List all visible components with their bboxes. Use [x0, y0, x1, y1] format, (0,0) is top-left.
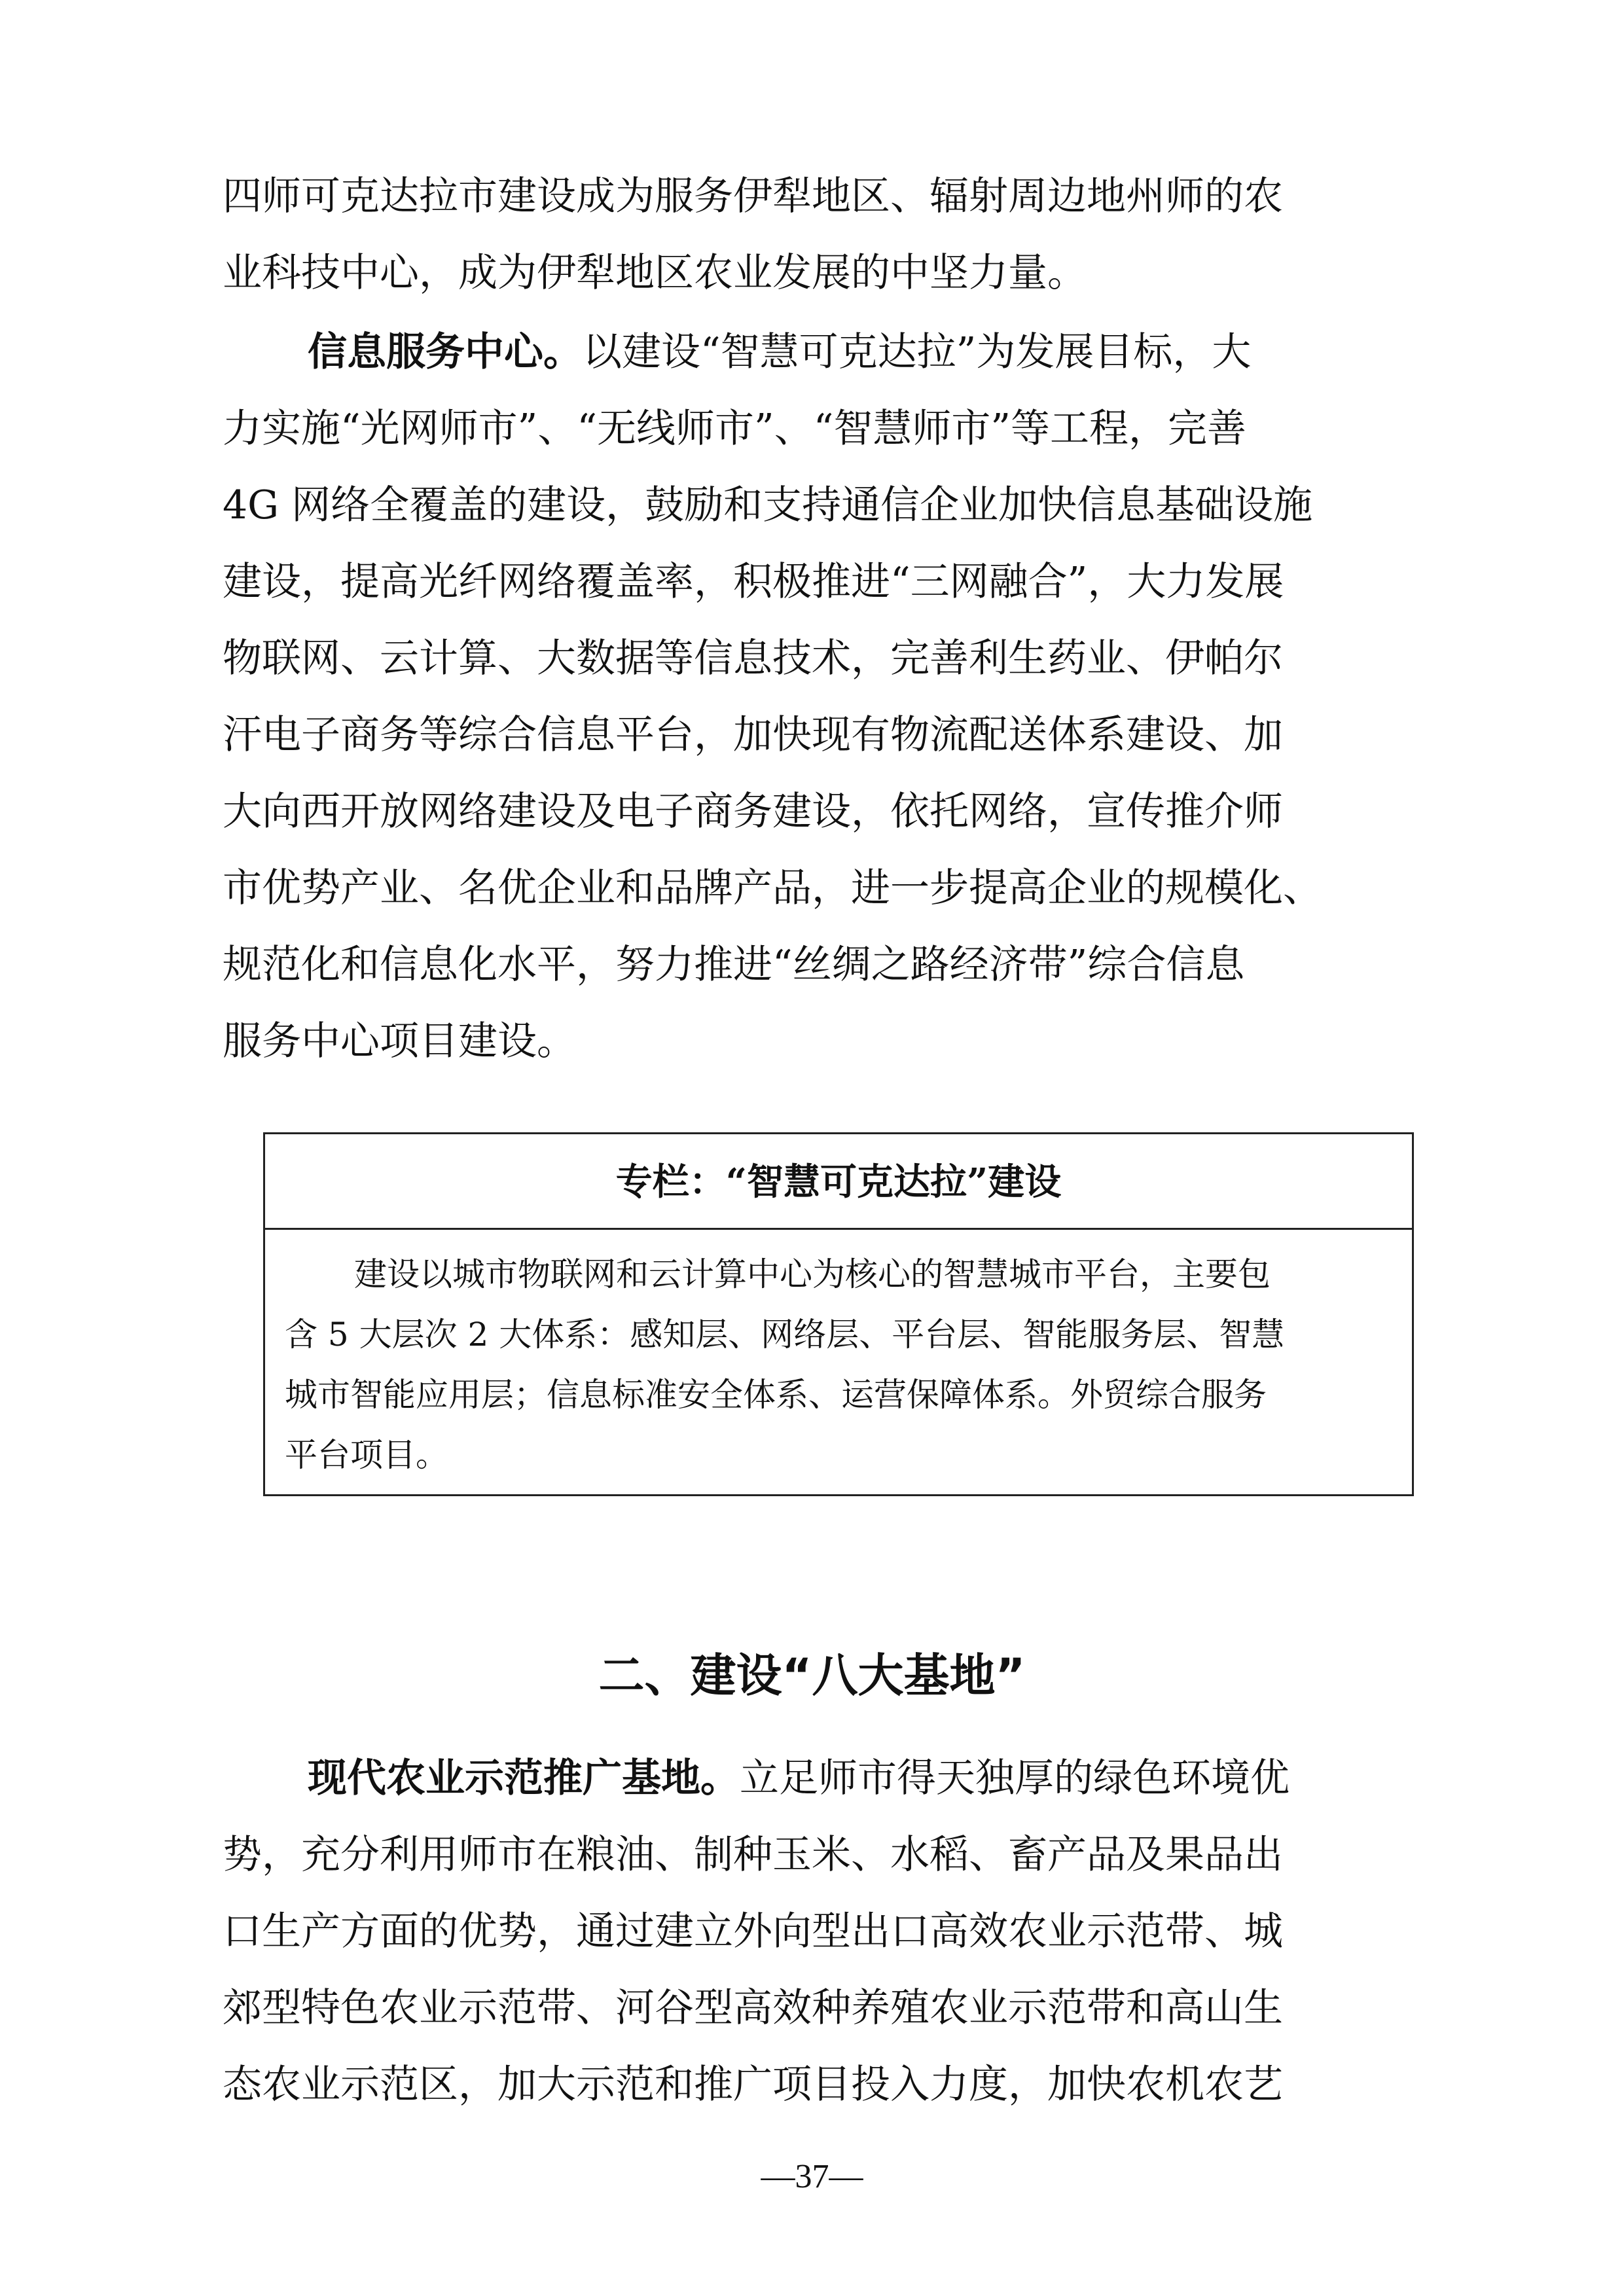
body-text-line: 郊型特色农业示范带、河谷型高效种养殖农业示范带和高山生 [223, 1985, 1283, 2031]
column-box-text-line: 建设以城市物联网和云计算中心为核心的智慧城市平台，主要包 [354, 1255, 1271, 1293]
column-box-title: 专栏：“智慧可克达拉”建设 [265, 1134, 1412, 1230]
body-text-line: 大向西开放网络建设及电子商务建设，依托网络，宣传推介师 [223, 789, 1283, 834]
body-text-line: 态农业示范区，加大示范和推广项目投入力度，加快农机农艺 [223, 2062, 1283, 2108]
column-box-text-line: 城市智能应用层；信息标准安全体系、运营保障体系。外贸综合服务 [285, 1376, 1267, 1414]
body-text: 立足师市得天独厚的绿色环境优 [740, 1755, 1290, 1801]
page-number: —37— [761, 2158, 863, 2195]
body-text-line: 四师可克达拉市建设成为服务伊犁地区、辐射周边地州师的农 [223, 173, 1283, 219]
body-text-line: 规范化和信息化水平，努力推进“丝绸之路经济带”综合信息 [223, 942, 1245, 988]
section-heading: 二、建设“八大基地” [598, 1649, 1026, 1702]
body-text-line: 汗电子商务等综合信息平台，加快现有物流配送体系建设、加 [223, 712, 1283, 758]
column-box [263, 1132, 1414, 1496]
body-text-line: 势，充分利用师市在粮油、制种玉米、水稻、畜产品及果品出 [223, 1832, 1283, 1878]
body-text-line: 物联网、云计算、大数据等信息技术，完善利生药业、伊帕尔 [223, 636, 1283, 681]
body-text-line: 服务中心项目建设。 [223, 1018, 576, 1064]
column-box-text-line: 平台项目。 [285, 1436, 448, 1474]
body-text-line: 市优势产业、名优企业和品牌产品，进一步提高企业的规模化、 [223, 865, 1322, 911]
paragraph-lead-heading: 信息服务中心。 [308, 329, 583, 375]
body-text-line: 力实施“光网师市”、“无线师市”、“智慧师市”等工程，完善 [223, 406, 1247, 452]
body-text-line: 4G 网络全覆盖的建设，鼓励和支持通信企业加快信息基础设施 [223, 482, 1313, 528]
paragraph-first-line [308, 1744, 1394, 1812]
column-box-text-line: 含 5 大层次 2 大体系：感知层、网络层、平台层、智能服务层、智慧 [285, 1316, 1285, 1354]
body-text-line: 口生产方面的优势，通过建立外向型出口高效农业示范带、城 [223, 1909, 1283, 1954]
body-text-line: 建设，提高光纤网络覆盖率，积极推进“三网融合”，大力发展 [223, 559, 1284, 605]
body-text: 以建设“智慧可克达拉”为发展目标，大 [583, 329, 1252, 375]
body-text-line: 业科技中心，成为伊犁地区农业发展的中坚力量。 [223, 250, 1087, 296]
paragraph-lead-heading: 现代农业示范推广基地。 [308, 1755, 740, 1801]
paragraph-first-line [308, 318, 1394, 386]
